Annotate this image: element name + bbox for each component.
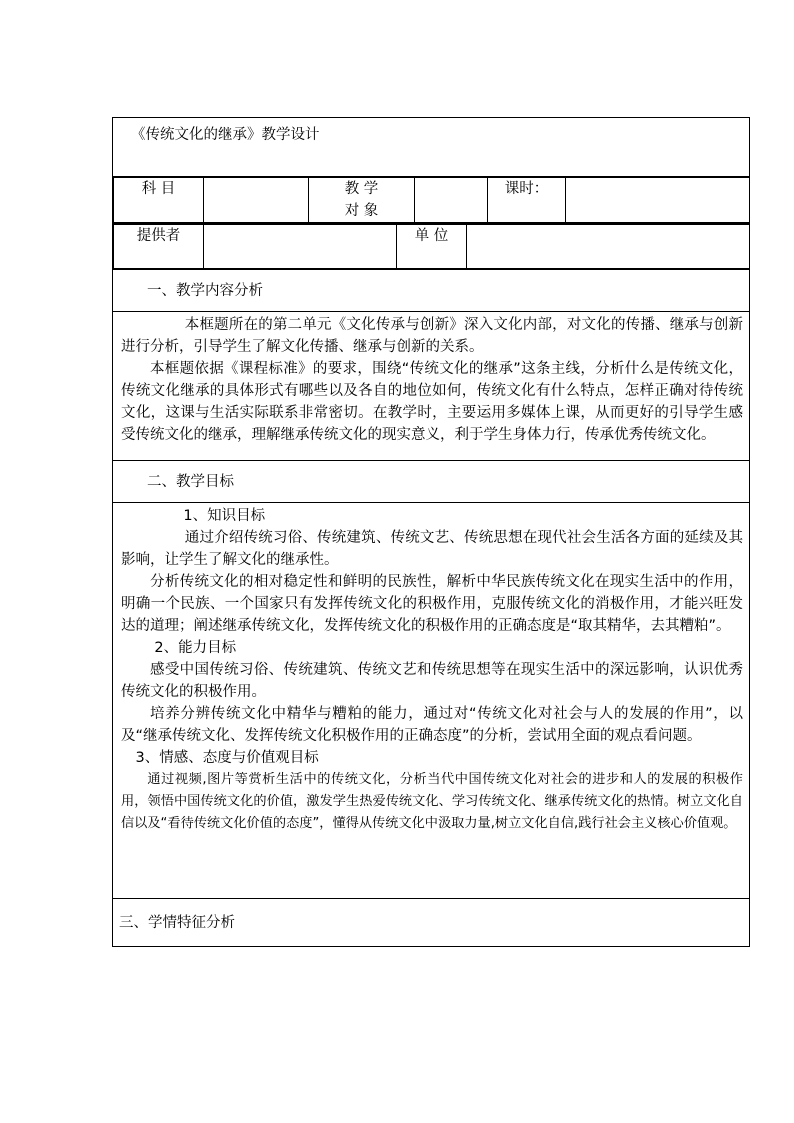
- section2-content: [113, 503, 750, 899]
- hours-field[interactable]: [566, 178, 750, 223]
- audience-field[interactable]: [415, 178, 488, 223]
- section1-content: [113, 312, 750, 461]
- section1-heading: 一、教学内容分析: [113, 270, 750, 312]
- audience-label: [309, 178, 415, 223]
- knowledge-goal-heading: 1、知识目标: [183, 508, 266, 524]
- section1-paragraph: 本框题依据《课程标准》的要求，围绕“传统文化的继承”这条主线，分析什么是传统文化，传统文化继承的具体形式有哪些以及各自的地位如何，传统文化有什么特点，怎样正确对待传统文化，这课与生活实际联系非常密切。在教学时，主要运用多媒体上课，从而更好的引导学生感受传统文化的继承，理解继承传统文化的现实意义，利于学生身体力行，传承优秀传统文化。: [121, 361, 743, 443]
- audience-label-line2: 对 象: [344, 203, 379, 219]
- meta-row-2: [113, 224, 750, 270]
- ability-goal-heading: 2、能力目标: [154, 640, 237, 656]
- emotion-goal-paragraph: 通过视频,图片等赏析生活中的传统文化，分析当代中国传统文化对社会的进步和人的发展的积极作用，领悟中国传统文化的价值，激发学生热爱传统文化、学习传统文化、继承传统文化的热情。树立文化自信以及“看待传统文化价值的态度”，懂得从传统文化中汲取力量,树立文化自信,践行社会主义核心价值观。: [121, 772, 743, 831]
- document-page: [112, 117, 750, 947]
- ability-goal-paragraph: 培养分辨传统文化中精华与糟粕的能力，通过对“传统文化对社会与人的发展的作用”，以及“继承传统文化、发挥传统文化积极作用的正确态度”的分析，尝试用全面的观点看问题。: [121, 706, 743, 744]
- knowledge-goal-paragraph: 通过介绍传统习俗、传统建筑、传统文艺、传统思想在现代社会生活各方面的延续及其影响，让学生了解文化的继承性。: [121, 530, 743, 568]
- hours-label: 课时：: [488, 178, 566, 223]
- subject-field[interactable]: [204, 178, 309, 223]
- audience-label-line1: 教 学: [344, 181, 379, 197]
- unit-label: 单 位: [397, 225, 467, 269]
- document-title: 《传统文化的继承》教学设计: [113, 118, 750, 177]
- knowledge-goal-paragraph: 分析传统文化的相对稳定性和鲜明的民族性，解析中华民族传统文化在现实生活中的作用，明确一个民族、一个国家只有发挥传统文化的积极作用，克服传统文化的消极作用，才能兴旺发达的道理；阐述继承传统文化，发挥传统文化的积极作用的正确态度是“取其精华，去其糟粕”。: [121, 574, 743, 634]
- section2-heading: 二、教学目标: [113, 461, 750, 503]
- meta-grid-1: [113, 177, 749, 223]
- ability-goal-paragraph: 感受中国传统习俗、传统建筑、传统文艺和传统思想等在现实生活中的深远影响，认识优秀传统文化的积极作用。: [121, 662, 743, 700]
- lesson-plan-table: [112, 117, 750, 947]
- emotion-goal-heading: 3、情感、态度与价值观目标: [135, 750, 319, 766]
- meta-row-1: [113, 177, 750, 224]
- provider-label: 提供者: [114, 225, 204, 269]
- provider-field[interactable]: [204, 225, 397, 269]
- unit-field[interactable]: [467, 225, 750, 269]
- subject-label: 科 目: [114, 178, 204, 223]
- section3-heading: 三、学情特征分析: [113, 899, 750, 947]
- meta-grid-2: [113, 224, 749, 269]
- section1-paragraph: 本框题所在的第二单元《文化传承与创新》深入文化内部，对文化的传播、继承与创新进行分析，引导学生了解文化传播、继承与创新的关系。: [121, 317, 743, 355]
